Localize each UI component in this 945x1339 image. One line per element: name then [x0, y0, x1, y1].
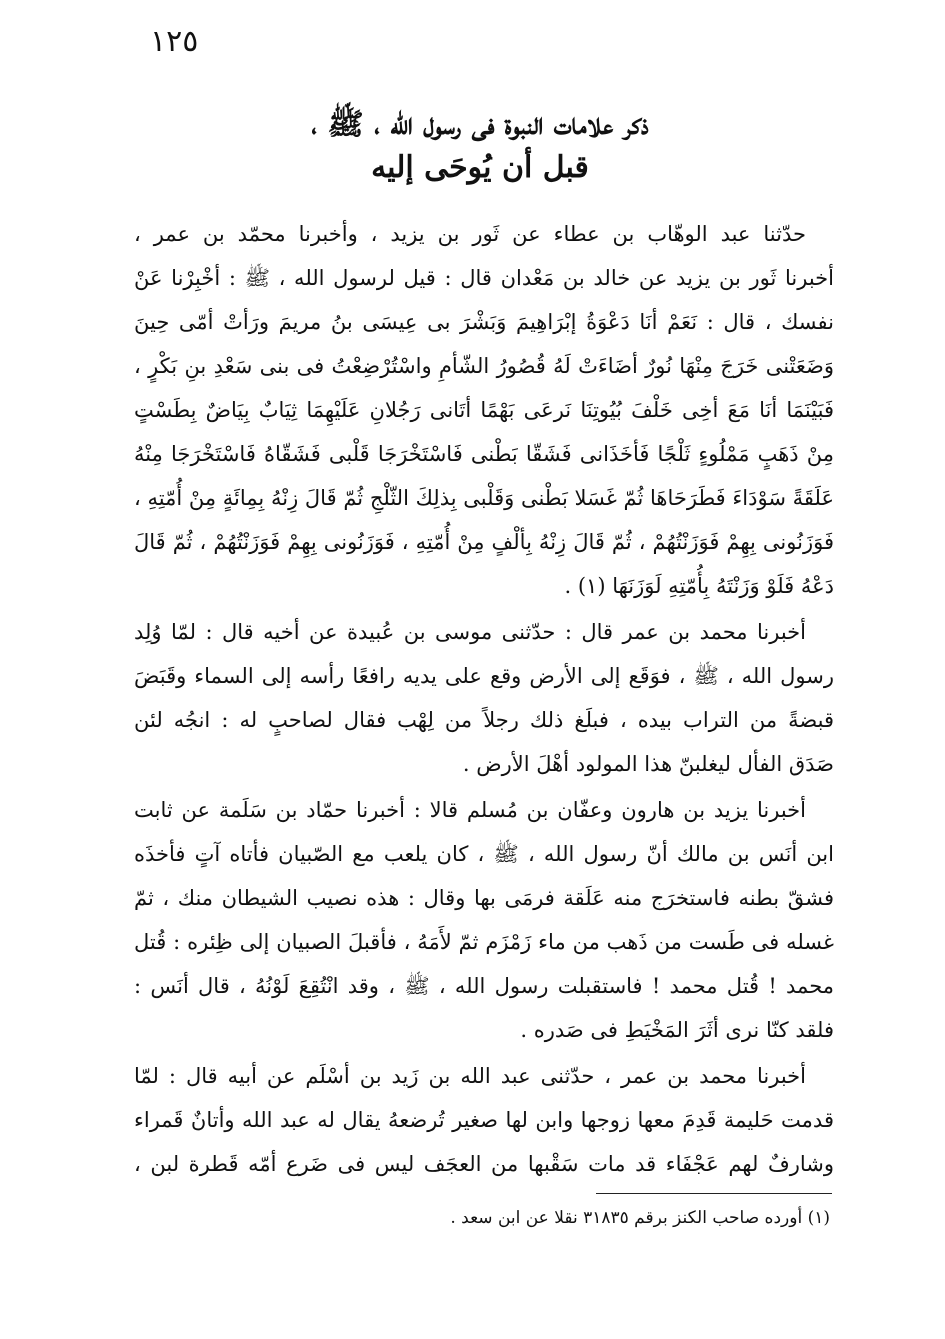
- text-line: صَدَق الفأل ليغلبنّ هذا المولود أهْلَ الأرض .: [462, 752, 834, 776]
- text-line: غسله فى طَست من ذَهب من ماء زَمْزَم ثمّ لأَمَهُ ، فأقبلَ الصبيان إلى ظِئره : قُتل: [134, 930, 834, 954]
- text-line: حدّثنا عبد الوهّاب بن عطاء عن ثَور بن يزيد ، وأخبرنا محمّد بن عمر ،: [134, 222, 806, 246]
- paragraph: [134, 610, 834, 786]
- paragraph: [134, 788, 834, 1052]
- text-line: فلقد كنّا نرى أثَرَ المَخْيَطِ فى صَدره .: [520, 1018, 834, 1042]
- text-line: مِنْ ذَهَبٍ مَمْلُوءٍ ثَلْجًا فَأخَذَانى فَشَقّا بَطْنى فَاسْتَخْرَجَا قَلْبى فَشَقّاهُ فَاسْتَخْرَجَا مِنْهُ: [134, 442, 834, 466]
- text-line: دَعْهُ فَلَوْ وَزَنْتَهُ بِأُمّتِهِ لَوَزَنَهَا (١) .: [564, 574, 834, 598]
- page-number: ١٢٥: [150, 24, 199, 59]
- footnote: (١) أورده صاحب الكنز برقم ٣١٨٣٥ نقلا عن ابن سعد .: [450, 1208, 830, 1228]
- text-line: أخبرنا محمد بن عمر ، حدّثنى عبد الله بن زَيد بن أسْلَم عن أبيه قال : لمّا: [134, 1064, 806, 1088]
- text-line: أخبرنا يزيد بن هارون وعفّان بن مُسلم قالا : أخبرنا حمّاد بن سَلَمة عن ثابت: [134, 798, 806, 822]
- text-line: محمد ! قُتل محمد ! فاستقبلت رسول الله ، ﷺ ، وقد انْتُقِعَ لَوْنُهُ ، قال أنَس :: [134, 974, 834, 998]
- text-line: ابن أنَس بن مالك أنّ رسول الله ، ﷺ ، كان يلعب مع الصّبيان فأتاه آتٍ فأخذَه: [134, 842, 834, 866]
- text-line: رسول الله ، ﷺ ، فوَقَع إلى الأرض وقع على يديه رافعًا رأسه إلى السماء وقَبَضَ: [134, 664, 834, 688]
- text-line: قدمت حَليمة قَدِمَ معها زوجها وابن لها صغير تُرضعهُ يقال له عبد الله وأتانٌ قَمراء: [134, 1108, 834, 1132]
- text-line: قبضةً من التراب بيده ، فبلَغ ذلك رجلاً من لِهْب فقال لصاحبٍ له : انجُه لئن: [134, 708, 834, 732]
- chapter-heading-line-2: قبل أن يُوحَى إليه: [371, 150, 589, 185]
- text-line: فشقّ بطنه فاستخرَج منه عَلَقة فرمَى بها وقال : هذه نصيب الشيطان منك ، ثمّ: [134, 886, 834, 910]
- text-line: نفسك ، قال : نَعَمْ أنَا دَعْوَةُ إبْرَاهِيمَ وَبَشْرَ بى عِيسَى بنُ مريمَ ورَأتْ أمّى حِينَ: [134, 310, 834, 334]
- text-line: أخبرنا محمد بن عمر قال : حدّثنى موسى بن عُبيدة عن أخيه قال : لمّا وُلِد: [134, 620, 806, 644]
- paragraph: [134, 212, 834, 608]
- body-text: [134, 212, 834, 1186]
- paragraph: [134, 1054, 834, 1186]
- text-line: وشارفٌ لهم عَجْفَاء قد مات سَقْبها من العجَف ليس فى ضَرع أمّه قَطرة لبن ،: [134, 1152, 834, 1176]
- text-line: فَوَزَنُونى بِهِمْ فَوَزَنْتُهُمْ ، ثُمّ قَالَ زِنْهُ بِألْفٍ مِنْ أُمّتِهِ ، فَوَزَنُونى بِهِمْ فَوَزَنْتُهُمْ ، ثُمّ قَالَ: [134, 530, 834, 554]
- text-line: وَضَعَتْنى خَرَجَ مِنْهَا نُورٌ أضَاءَتْ لَهُ قُصُورُ الشّأمِ واسْتُرْضِعْتُ فى بنى سَعْدِ بنِ بَكْرٍ ،: [134, 354, 834, 378]
- text-line: فَبَيْنَمَا أنَا مَعَ أخِى خَلْفَ بُيُوتِنَا نَرعَى بَهْمًا أتَانى رَجُلانِ عَلَيْهِمَا ثِيَابٌ بِيَاضٌ بِطَسْتٍ: [134, 398, 834, 422]
- footnote-divider: [596, 1193, 832, 1194]
- text-line: أخبرنا ثَور بن يزيد عن خالد بن مَعْدان قال : قيل لرسول الله ، ﷺ : أخْبِرْنا عَنْ: [134, 266, 834, 290]
- text-line: عَلَقَةً سَوْدَاءَ فَطَرَحَاهَا ثُمّ غَسَلا بَطْنى وَقَلْبى بِذلِكَ الثّلْجِ ثُمّ قَالَ زِنْهُ بِمِائَةٍ مِنْ أُمّتِهِ ،: [134, 486, 834, 510]
- chapter-heading-line-1: ذكر علامات النبوة فى رسول الله ، ﷺ ،: [311, 107, 649, 142]
